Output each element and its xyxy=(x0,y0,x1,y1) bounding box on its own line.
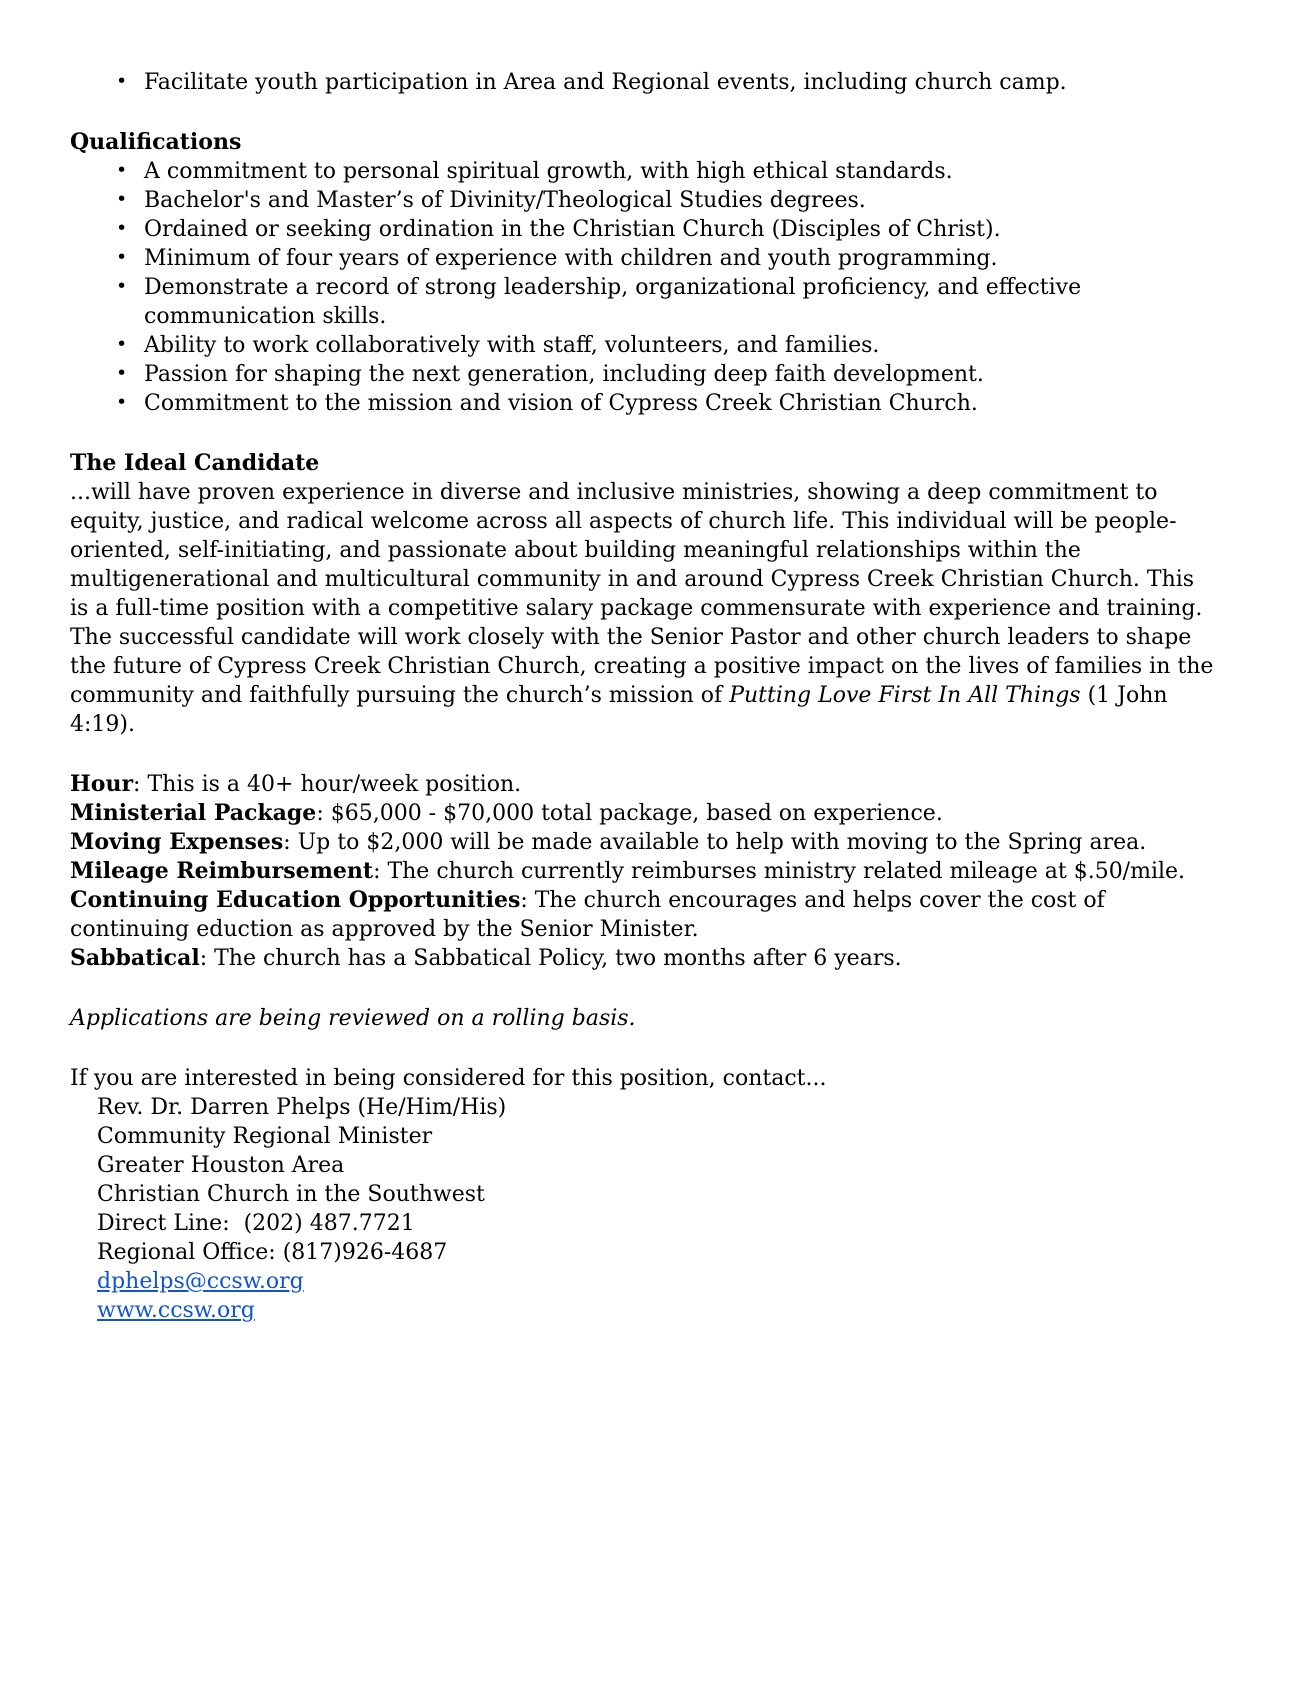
list-item xyxy=(70,215,1216,244)
detail-text: : Up to $2,000 will be made available to help with moving to the Spring area. xyxy=(283,830,1147,855)
detail-label: Ministerial Package xyxy=(70,800,317,826)
detail-text: : The church currently reimburses ministry related mileage at $.50/mile. xyxy=(373,859,1186,884)
qualifications-list xyxy=(70,157,1216,418)
list-item xyxy=(70,68,1216,97)
mission-statement-italic: Putting Love First In All Things xyxy=(729,683,1081,708)
contact-block xyxy=(97,1093,1216,1325)
bullet-text: Facilitate youth participation in Area and Regional events, including church camp. xyxy=(144,70,1067,95)
list-item xyxy=(70,331,1216,360)
bullet-text: Passion for shaping the next generation, including deep faith development. xyxy=(144,362,984,387)
detail-line-mileage-reimbursement xyxy=(70,857,1216,886)
contact-email-row xyxy=(97,1267,1216,1296)
bullet-text: Commitment to the mission and vision of Cypress Creek Christian Church. xyxy=(144,391,978,416)
bullet-text: Ability to work collaboratively with staff, volunteers, and families. xyxy=(144,333,880,358)
section-heading-qualifications: Qualifications xyxy=(70,129,242,155)
detail-line-moving-expenses xyxy=(70,828,1216,857)
list-item xyxy=(70,244,1216,273)
detail-line-ministerial-package xyxy=(70,799,1216,828)
website-link[interactable]: www.ccsw.org xyxy=(97,1298,255,1323)
bullet-text: Bachelor's and Master’s of Divinity/Theological Studies degrees. xyxy=(144,188,866,213)
rolling-basis-note: Applications are being reviewed on a rolling basis. xyxy=(70,1006,636,1031)
list-item xyxy=(70,157,1216,186)
list-item xyxy=(70,273,1216,331)
bullet-text: Demonstrate a record of strong leadership, organizational proficiency, and effective communication skills. xyxy=(144,275,1082,329)
ideal-candidate-paragraph xyxy=(70,478,1216,739)
detail-text: : $65,000 - $70,000 total package, based on experience. xyxy=(316,801,943,826)
contact-title: Community Regional Minister xyxy=(97,1124,433,1149)
detail-text: : This is a 40+ hour/week position. xyxy=(133,772,522,797)
list-item xyxy=(70,186,1216,215)
contact-regional-office: Regional Office: (817)926-4687 xyxy=(97,1240,448,1265)
contact-name: Rev. Dr. Darren Phelps (He/Him/His) xyxy=(97,1095,507,1120)
intro-bullet-list xyxy=(70,68,1216,97)
detail-label: Sabbatical xyxy=(70,945,200,971)
detail-line-sabbatical xyxy=(70,944,1216,973)
list-item xyxy=(70,360,1216,389)
detail-text: : The church encourages and helps cover the cost of continuing eduction as approved by the Senior Minister. xyxy=(70,888,1105,942)
contact-direct-line: Direct Line: (202) 487.7721 xyxy=(97,1211,415,1236)
contact-website-row xyxy=(97,1296,1216,1325)
paragraph-text: ...will have proven experience in diverse and inclusive ministries, showing a deep commitment to equity, justice, and radical welcome across all aspects of church life. This individual will be people-oriented, self-initiating, and passionate about building meaningful relationships within the multigenerational and multicultural community in and around Cypress Creek Christian Church. This is a full-time position with a competitive salary package commensurate with experience and training. The successful candidate will work closely with the Senior Pastor and other church leaders to shape the future of Cypress Creek Christian Church, creating a positive impact on the lives of families in the community and faithfully pursuing the church’s mission of xyxy=(70,480,1214,708)
detail-line-continuing-education xyxy=(70,886,1216,944)
position-details xyxy=(70,770,1216,973)
list-item xyxy=(70,389,1216,418)
detail-label: Moving Expenses xyxy=(70,829,284,855)
detail-line-hour xyxy=(70,770,1216,799)
detail-text: : The church has a Sabbatical Policy, two months after 6 years. xyxy=(199,946,902,971)
bullet-text: A commitment to personal spiritual growth, with high ethical standards. xyxy=(144,159,953,184)
email-link[interactable]: dphelps@ccsw.org xyxy=(97,1269,304,1294)
paragraph-text: (1 John 4:19). xyxy=(70,683,1168,737)
bullet-text: Ordained or seeking ordination in the Christian Church (Disciples of Christ). xyxy=(144,217,1001,242)
detail-label: Mileage Reimbursement xyxy=(70,858,374,884)
detail-label: Hour xyxy=(70,771,134,797)
contact-intro: If you are interested in being considered for this position, contact... xyxy=(70,1066,827,1091)
section-heading-ideal-candidate: The Ideal Candidate xyxy=(70,450,320,476)
bullet-text: Minimum of four years of experience with children and youth programming. xyxy=(144,246,998,271)
detail-label: Continuing Education Opportunities xyxy=(70,887,521,913)
contact-area: Greater Houston Area xyxy=(97,1153,345,1178)
contact-organization: Christian Church in the Southwest xyxy=(97,1182,485,1207)
